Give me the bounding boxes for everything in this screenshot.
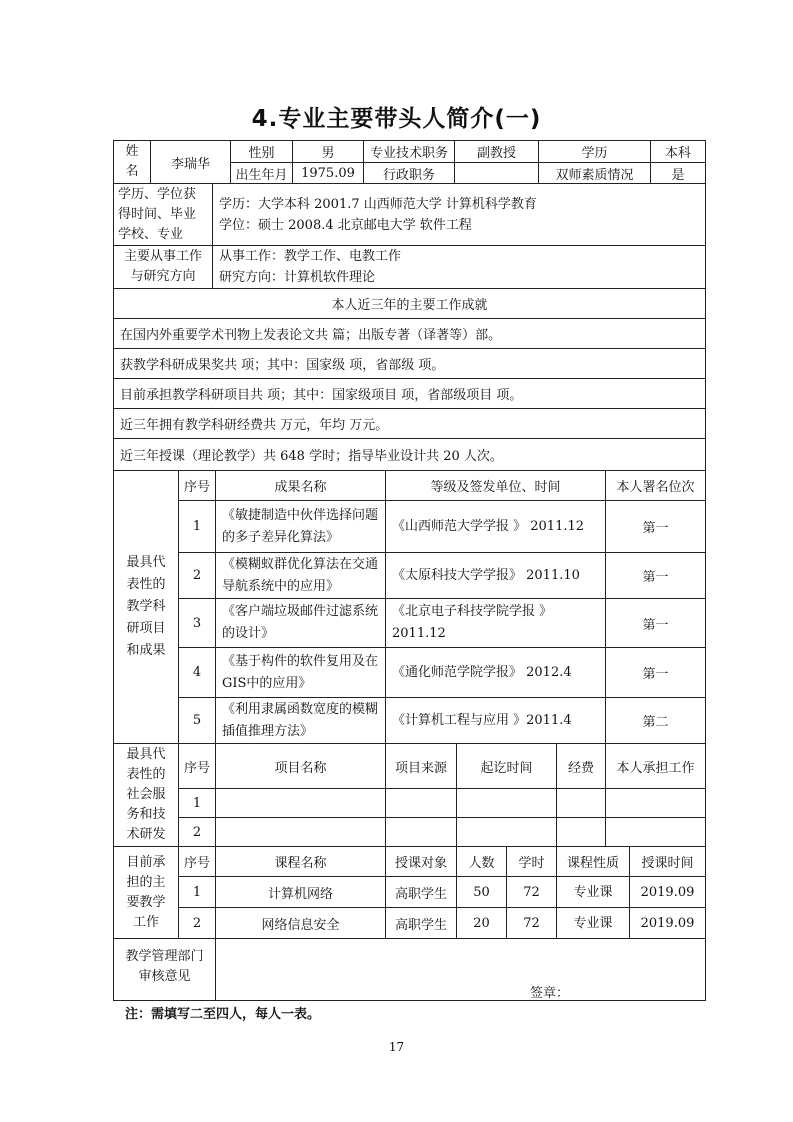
service-header-name — [215, 743, 386, 789]
header-text: 经费 — [567, 760, 594, 776]
research-header-rank — [605, 470, 706, 501]
teaching-target: 高职学生 — [394, 917, 447, 933]
summary-teaching: 近三年授课（理论教学）共 648 学时；指导毕业设计共 20 人次。 — [120, 449, 503, 464]
research-source: 《通化师范学院学报》 2012.4 — [392, 664, 572, 680]
table-row-name — [215, 697, 386, 744]
teaching-target: 高职学生 — [394, 886, 447, 902]
table-row-no — [178, 552, 216, 599]
table-row-name — [215, 817, 386, 847]
table-row-no — [178, 500, 216, 553]
table-row-duty — [605, 817, 706, 847]
research-label: 最具代表性的教学科研项目和成果 — [126, 555, 166, 658]
summary-row — [113, 348, 706, 379]
service-label: 最具代表性的社会服务和技术研发 — [126, 747, 166, 842]
degree-value-cell — [212, 183, 706, 246]
teaching-time: 2019.09 — [640, 884, 695, 900]
header-text: 授课时间 — [641, 856, 694, 871]
work-line-1: 从事工作：教学工作、电教工作 — [219, 249, 402, 264]
research-name: 《基于构件的软件复用及在GIS中的应用》 — [222, 653, 379, 691]
tech-title-value-cell — [454, 140, 539, 163]
table-row-source — [385, 500, 606, 553]
degree-label-cell — [113, 183, 213, 246]
summary-papers: 在国内外重要学术刊物上发表论文共 篇；出版专著（译著等）部。 — [120, 328, 502, 343]
research-rank: 第一 — [642, 617, 669, 633]
teaching-hours: 72 — [523, 915, 540, 931]
summary-row — [113, 318, 706, 349]
name-label-cell — [113, 140, 151, 184]
table-row-time — [629, 876, 706, 908]
teaching-header-target — [385, 846, 457, 877]
table-row-rank — [605, 598, 706, 648]
table-row-source — [385, 697, 606, 744]
table-row-rank — [605, 500, 706, 553]
tech-title-label-cell — [363, 140, 455, 163]
header-text: 课程名称 — [274, 856, 327, 871]
tech-title-value: 副教授 — [476, 146, 516, 161]
table-row-no — [178, 876, 216, 908]
degree-line-1: 学历：大学本科 2001.7 山西师范大学 计算机科学教育 — [219, 196, 537, 212]
table-row-count — [456, 907, 507, 939]
teaching-header-time — [629, 846, 706, 877]
table-row-name — [215, 647, 386, 698]
research-header-source — [385, 470, 606, 501]
work-label-cell — [113, 245, 213, 289]
research-source: 《计算机工程与应用 》2011.4 — [392, 712, 572, 728]
table-row-funding — [556, 788, 606, 818]
table-row-name — [215, 552, 386, 599]
table-row-no — [178, 598, 216, 648]
research-no: 3 — [192, 615, 202, 631]
education-label: 学历 — [581, 146, 608, 161]
research-no: 2 — [192, 568, 202, 583]
service-header-duty — [605, 743, 706, 789]
header-text: 项目来源 — [394, 760, 447, 776]
table-row-count — [456, 876, 507, 908]
research-source: 《太原科技大学学报》 2011.10 — [392, 567, 580, 583]
gender-label: 性别 — [248, 146, 275, 161]
table-row-source — [385, 817, 457, 847]
tech-title-label: 专业技术职务 — [369, 146, 448, 161]
teaching-header-type — [556, 846, 630, 877]
research-source: 《北京电子科技学院学报 》 2011.12 — [392, 604, 553, 641]
research-header-name — [215, 470, 386, 501]
teaching-header-hours — [506, 846, 557, 877]
page-title: 4.专业主要带头人简介(一) — [251, 106, 542, 132]
gender-value-cell — [292, 140, 364, 163]
birth-label-cell — [230, 162, 293, 184]
table-row-period — [456, 817, 557, 847]
research-name: 《利用隶属函数宽度的模糊插值推理方法》 — [222, 701, 379, 739]
table-row-course — [215, 907, 386, 939]
research-no: 5 — [192, 713, 202, 728]
header-text: 课程性质 — [566, 856, 619, 871]
footnote: 注：需填写二至四人，每人一表。 — [125, 1007, 321, 1022]
table-row-no — [178, 788, 216, 818]
review-label: 教学管理部门审核意见 — [125, 949, 204, 984]
table-row-course — [215, 876, 386, 908]
work-label: 主要从事工作与研究方向 — [123, 249, 202, 284]
gender-value: 男 — [321, 146, 335, 161]
table-row-rank — [605, 697, 706, 744]
teaching-count: 20 — [473, 915, 490, 931]
admin-label-cell — [363, 162, 455, 184]
work-line-2: 研究方向：计算机软件理论 — [219, 270, 376, 285]
name-value-cell — [150, 140, 231, 184]
header-text: 起讫时间 — [480, 760, 533, 776]
header-text: 项目名称 — [274, 760, 327, 776]
teaching-time: 2019.09 — [640, 915, 695, 931]
research-label-cell — [113, 470, 179, 744]
degree-label: 学历、学位获得时间、毕业学校、专业 — [118, 186, 197, 242]
dual-label-cell — [538, 162, 651, 184]
research-no: 1 — [192, 519, 202, 534]
table-row-type — [556, 907, 630, 939]
table-row-time — [629, 907, 706, 939]
summary-funding: 近三年拥有教学科研经费共 万元，年均 万元。 — [120, 418, 389, 433]
table-row-rank — [605, 647, 706, 698]
table-row-hours — [506, 907, 557, 939]
table-row-rank — [605, 552, 706, 599]
service-header-period — [456, 743, 557, 789]
table-row-target — [385, 876, 457, 908]
teaching-type: 专业课 — [573, 885, 613, 900]
service-header-funding — [556, 743, 606, 789]
table-row-no — [178, 907, 216, 939]
education-value-cell — [650, 140, 706, 163]
table-row-no — [178, 647, 216, 698]
teaching-no: 2 — [192, 915, 202, 931]
signature-label: 签章： — [530, 986, 570, 1001]
achievements-header-text: 本人近三年的主要工作成就 — [331, 298, 488, 313]
teaching-type: 专业课 — [573, 916, 613, 931]
dual-label: 双师素质情况 — [555, 167, 634, 183]
research-name: 《模糊蚁群优化算法在交通导航系统中的应用》 — [222, 556, 379, 594]
teaching-header-no — [178, 846, 216, 877]
service-header-source — [385, 743, 457, 789]
review-value-cell — [215, 938, 706, 1001]
dual-value-cell — [650, 162, 706, 184]
teaching-label: 目前承担的主要教学工作 — [126, 854, 166, 930]
research-rank: 第一 — [642, 570, 669, 585]
service-header-no — [178, 743, 216, 789]
birth-value-cell — [292, 162, 364, 184]
summary-awards: 获教学科研成果奖共 项；其中：国家级 项，省部级 项。 — [120, 358, 445, 373]
table-row-name — [215, 788, 386, 818]
table-row-no — [178, 817, 216, 847]
admin-label: 行政职务 — [382, 167, 435, 183]
header-text: 等级及签发单位、时间 — [430, 480, 561, 495]
birth-label: 出生年月 — [235, 167, 288, 183]
header-text: 学时 — [518, 856, 545, 871]
achievements-header — [113, 288, 706, 319]
research-rank: 第一 — [642, 667, 669, 682]
gender-label-cell — [230, 140, 293, 163]
table-row-type — [556, 876, 630, 908]
research-header-no — [178, 470, 216, 501]
service-no: 1 — [192, 795, 202, 811]
dual-value: 是 — [671, 167, 685, 183]
research-name: 《客户端垃圾邮件过滤系统的设计》 — [222, 604, 379, 641]
name-label: 姓名 — [125, 144, 139, 179]
education-label-cell — [538, 140, 651, 163]
summary-projects: 目前承担教学科研项目共 项；其中：国家级项目 项，省部级项目 项。 — [120, 388, 523, 403]
research-rank: 第一 — [642, 521, 669, 536]
table-row-name — [215, 500, 386, 553]
header-text: 本人承担工作 — [616, 760, 695, 776]
name-value: 李瑞华 — [170, 156, 210, 172]
page-number: 17 — [388, 1040, 405, 1054]
header-text: 成果名称 — [274, 480, 327, 495]
birth-value: 1975.09 — [301, 165, 355, 181]
table-row-no — [178, 697, 216, 744]
header-text: 本人署名位次 — [616, 480, 695, 495]
admin-value-cell — [454, 162, 539, 184]
teaching-hours: 72 — [523, 884, 540, 900]
table-row-target — [385, 907, 457, 939]
table-row-period — [456, 788, 557, 818]
table-row-source — [385, 788, 457, 818]
degree-line-2: 学位：硕士 2008.4 北京邮电大学 软件工程 — [219, 217, 472, 233]
service-label-cell — [113, 743, 179, 847]
teaching-header-course — [215, 846, 386, 877]
table-row-source — [385, 552, 606, 599]
header-text: 序号 — [183, 480, 210, 495]
table-row-source — [385, 647, 606, 698]
research-name: 《敏捷制造中伙伴选择问题的多子差异化算法》 — [222, 507, 379, 545]
teaching-course: 网络信息安全 — [261, 917, 340, 933]
service-no: 2 — [192, 824, 202, 840]
research-rank: 第二 — [642, 715, 669, 730]
table-row-source — [385, 598, 606, 648]
header-text: 授课对象 — [394, 856, 447, 871]
table-row-funding — [556, 817, 606, 847]
teaching-no: 1 — [192, 884, 202, 900]
teaching-count: 50 — [473, 884, 490, 900]
research-no: 4 — [192, 665, 202, 680]
header-text: 人数 — [468, 856, 495, 871]
header-text: 序号 — [183, 760, 210, 776]
research-source: 《山西师范大学学报 》 2011.12 — [392, 518, 585, 534]
table-row-duty — [605, 788, 706, 818]
work-value-cell — [212, 245, 706, 289]
education-value: 本科 — [664, 146, 691, 161]
summary-row — [113, 438, 706, 471]
table-row-name — [215, 598, 386, 648]
teaching-course: 计算机网络 — [267, 886, 333, 902]
header-text: 序号 — [183, 856, 210, 871]
review-label-cell — [113, 938, 216, 1001]
teaching-header-count — [456, 846, 507, 877]
summary-row — [113, 378, 706, 409]
table-row-hours — [506, 876, 557, 908]
teaching-label-cell — [113, 846, 179, 939]
summary-row — [113, 408, 706, 439]
